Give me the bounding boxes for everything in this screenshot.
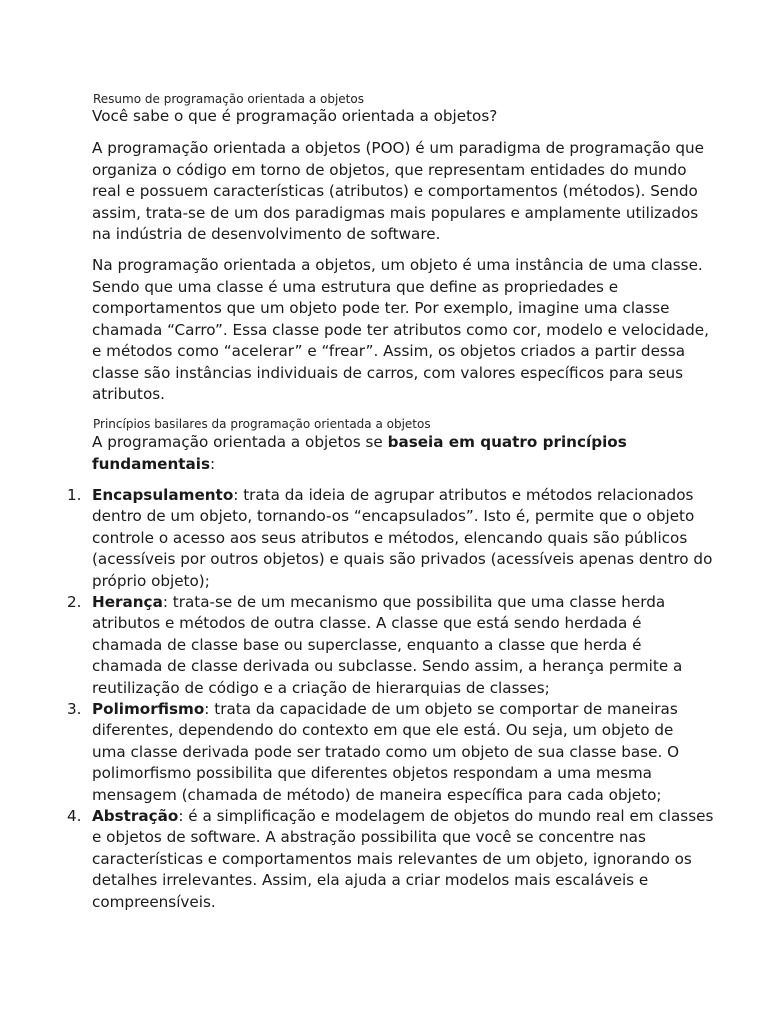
text-line: atributos e métodos de outra classe. A classe que está sendo herdada é	[92, 614, 642, 633]
text-line: polimorfismo possibilita que diferentes objetos respondam a uma mesma	[92, 764, 652, 783]
principle-title: Abstração	[92, 807, 179, 825]
text-line: compreensíveis.	[92, 892, 216, 911]
text-line: detalhes irrelevantes. Assim, ela ajuda a criar modelos mais escaláveis e	[92, 871, 649, 890]
text-line: chamada de classe base ou superclasse, enquanto a classe que herda é	[92, 635, 642, 654]
text-line: Na programação orientada a objetos, um objeto é uma instância de uma classe.	[92, 256, 703, 274]
list-number: 1.	[67, 486, 82, 504]
list-item-text	[92, 699, 687, 806]
text-line: Sendo que uma classe é uma estrutura que define as propriedades e	[92, 277, 619, 296]
text-line: controle o acesso aos seus atributos e métodos, elencando quais são públicos	[92, 528, 688, 547]
intro-suffix: :	[210, 454, 216, 473]
list-number: 2.	[67, 593, 82, 611]
paragraph-poo-definition	[92, 138, 704, 246]
text-line	[92, 592, 687, 613]
text-line: e objetos de software. A abstração possibilita que você se concentre nas	[92, 828, 646, 847]
list-number: 3.	[67, 700, 82, 718]
text-line: chamada “Carro”. Essa classe pode ter atributos como cor, modelo e velocidade,	[92, 320, 709, 339]
section-heading-principles: Princípios basilares da programação orientada a objetos	[93, 417, 431, 431]
text-line: características e comportamentos mais relevantes de um objeto, ignorando os	[92, 849, 692, 868]
text-line: assim, trata-se de um dos paradigmas mais populares e amplamente utilizados	[92, 203, 699, 222]
text-line: comportamentos que um objeto pode ter. Por exemplo, imagine uma classe	[92, 299, 670, 317]
text-line: uma classe derivada pode ser tratado como um objeto de sua classe base. O	[92, 742, 680, 761]
list-item-text	[92, 806, 714, 913]
text-line	[92, 699, 687, 720]
text-line	[92, 454, 682, 476]
text-line	[92, 806, 714, 827]
text-line: (acessíveis por outros objetos) e quais são privados (acessíveis apenas dentro do	[92, 550, 713, 569]
principle-title: Herança	[92, 593, 163, 611]
text-line: na indústria de desenvolvimento de software.	[92, 225, 441, 243]
list-number: 4.	[67, 807, 82, 825]
list-item-text	[92, 485, 713, 592]
text-line: mensagem (chamada de método) de maneira específica para cada objeto;	[92, 785, 662, 804]
principle-first-line: : trata da capacidade de um objeto se comportar de maneiras	[204, 700, 678, 718]
text-line: e métodos como “acelerar” e “frear”. Assim, os objetos criados a partir dessa	[92, 342, 686, 360]
intro-emphasis: baseia em quatro princípios	[387, 433, 627, 451]
principle-first-line: : é a simplificação e modelagem de objetos do mundo real em classes	[178, 807, 714, 825]
principle-first-line: : trata da ideia de agrupar atributos e métodos relacionados	[233, 486, 694, 504]
text-line: diferentes, dependendo do contexto em que ele está. Ou seja, um objeto de	[92, 721, 674, 740]
section-heading-summary: Resumo de programação orientada a objetos	[93, 92, 364, 106]
principles-intro	[92, 432, 682, 475]
text-line: reutilização de código e a criação de hierarquias de classes;	[92, 678, 550, 697]
principle-title: Polimorfismo	[92, 700, 205, 718]
list-item-text	[92, 592, 687, 699]
intro-emphasis: fundamentais	[92, 454, 211, 473]
text-line: real e possuem características (atributos) e comportamentos (métodos). Sendo	[92, 182, 698, 200]
text-line	[92, 432, 682, 454]
text-line	[92, 485, 694, 506]
intro-prefix: A programação orientada a objetos se	[92, 433, 388, 451]
principle-first-line: : trata-se de um mecanismo que possibilita que uma classe herda	[162, 593, 666, 611]
text-line: dentro de um objeto, tornando-os “encapsulados”. Isto é, permite que o objeto	[92, 507, 695, 526]
intro-question: Você sabe o que é programação orientada a objetos?	[92, 107, 498, 125]
principle-title: Encapsulamento	[92, 486, 234, 504]
text-line: organiza o código em torno de objetos, que representam entidades do mundo	[92, 160, 687, 179]
text-line: chamada de classe derivada ou subclasse. Sendo assim, a herança permite a	[92, 657, 683, 676]
paragraph-objects-classes	[92, 255, 709, 406]
text-line: próprio objeto);	[92, 571, 210, 590]
text-line: atributos.	[92, 385, 165, 403]
text-line: A programação orientada a objetos (POO) é um paradigma de programação que	[92, 139, 704, 157]
text-line: classe são instâncias individuais de carros, com valores específicos para seus	[92, 363, 684, 382]
